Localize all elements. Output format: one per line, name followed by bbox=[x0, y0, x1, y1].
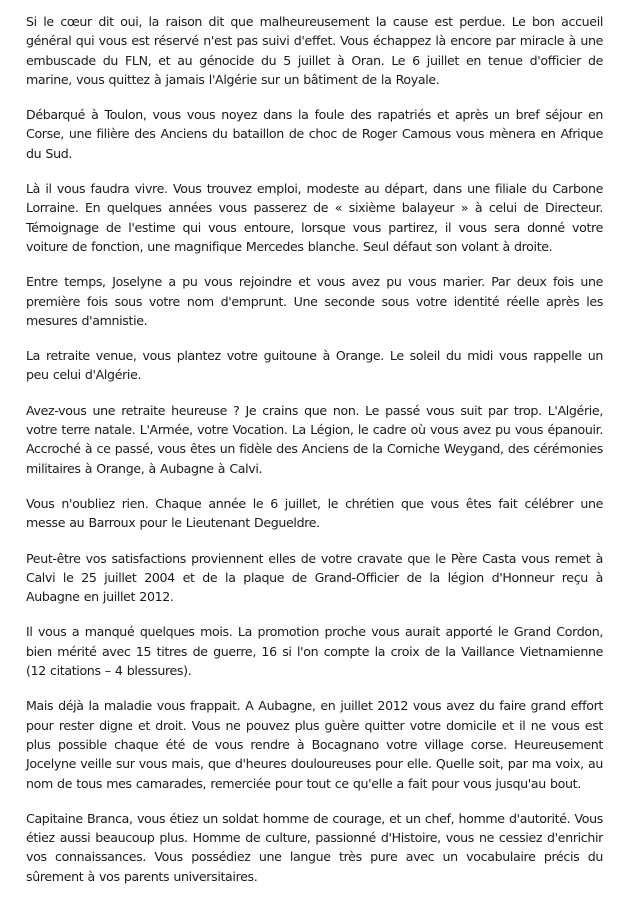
paragraph-10: Mais déjà la maladie vous frappait. A Aubagne, en juillet 2012 vous avez du faire grand effort pour rester digne et droit. Vous ne pouvez plus guère quitter votre domicile et il ne vous est plus possible chaque été de vous rendre à Bocagnano votre village corse. Heureusement Jocelyne veille sur vous mais, que d'heures douloureuses pour elle. Quelle soit, par ma voix, au nom de tous mes camarades, remerciée pour tout ce qu'elle a fait pour vous jusqu'au bout. bbox=[26, 698, 603, 791]
paragraph-6: Avez-vous une retraite heureuse ? Je crains que non. Le passé vous suit par trop. L'Algérie, votre terre natale. L'Armée, votre Vocation. La Légion, le cadre où vous avez pu vous épanouir. Accroché à ce passé, vous êtes un fidèle des Anciens de la Corniche Weygand, des cérémonies militaires à Orange, à Aubagne à Calvi. bbox=[26, 402, 603, 476]
paragraph-1: Si le cœur dit oui, la raison dit que malheureusement la cause est perdue. Le bon accueil général qui vous est réservé n'est pas suivi d'effet. Vous échappez là encore par miracle à une embuscade du FLN, et au génocide du 5 juillet à Oran. Le 6 juillet en tenue d'officier de marine, vous quittez à jamais l'Algérie sur un bâtiment de la Royale. bbox=[26, 14, 603, 87]
paragraph-9: Il vous a manqué quelques mois. La promotion proche vous aurait apporté le Grand Cordon, bien mérité avec 15 titres de guerre, 16 si l'on compte la croix de la Vaillance Vietnamienne (12 citations – 4 blessures). bbox=[26, 624, 603, 679]
paragraph-5: La retraite venue, vous plantez votre guitoune à Orange. Le soleil du midi vous rappelle un peu celui d'Algérie. bbox=[26, 348, 603, 383]
paragraph-11: Capitaine Branca, vous étiez un soldat homme de courage, et un chef, homme d'autorité. Vous étiez aussi beaucoup plus. Homme de culture, passionné d'Histoire, vous ne cessiez d'enrichir vos connaissances. Vous possédiez une langue très pure avec un vocabulaire précis du sûrement à vos parents universitaires. bbox=[26, 810, 603, 884]
paragraph-8: Peut-être vos satisfactions proviennent elles de votre cravate que le Père Casta vous remet à Calvi le 25 juillet 2004 et de la plaque de Grand-Officier de la légion d'Honneur reçu à Aubagne en juillet 2012. bbox=[26, 550, 603, 605]
paragraph-7: Vous n'oubliez rien. Chaque année le 6 juillet, le chrétien que vous êtes fait célébrer une messe au Barroux pour le Lieutenant Degueldre. bbox=[26, 495, 603, 531]
paragraph-4: Entre temps, Joselyne a pu vous rejoindre et vous avez pu vous marier. Par deux fois une première fois sous votre nom d'emprunt. Une seconde sous votre identité réelle après les mesures d'amnistie. bbox=[26, 274, 603, 328]
paragraph-2: Débarqué à Toulon, vous vous noyez dans la foule des rapatriés et après un bref séjour en Corse, une filière des Anciens du bataillon de choc de Roger Camous vous mènera en Afrique du Sud. bbox=[26, 107, 603, 161]
paragraph-3: Là il vous faudra vivre. Vous trouvez emploi, modeste au départ, dans une filiale du Carbone Lorraine. En quelques années vous passerez de « sixième balayeur » à celui de Directeur. Témoignage de l'estime qui vous entoure, lorsque vous partirez, il vous sera donné votre voiture de fonction, une magnifique Mercedes blanche. Seul défaut son volant à droite. bbox=[26, 181, 603, 254]
